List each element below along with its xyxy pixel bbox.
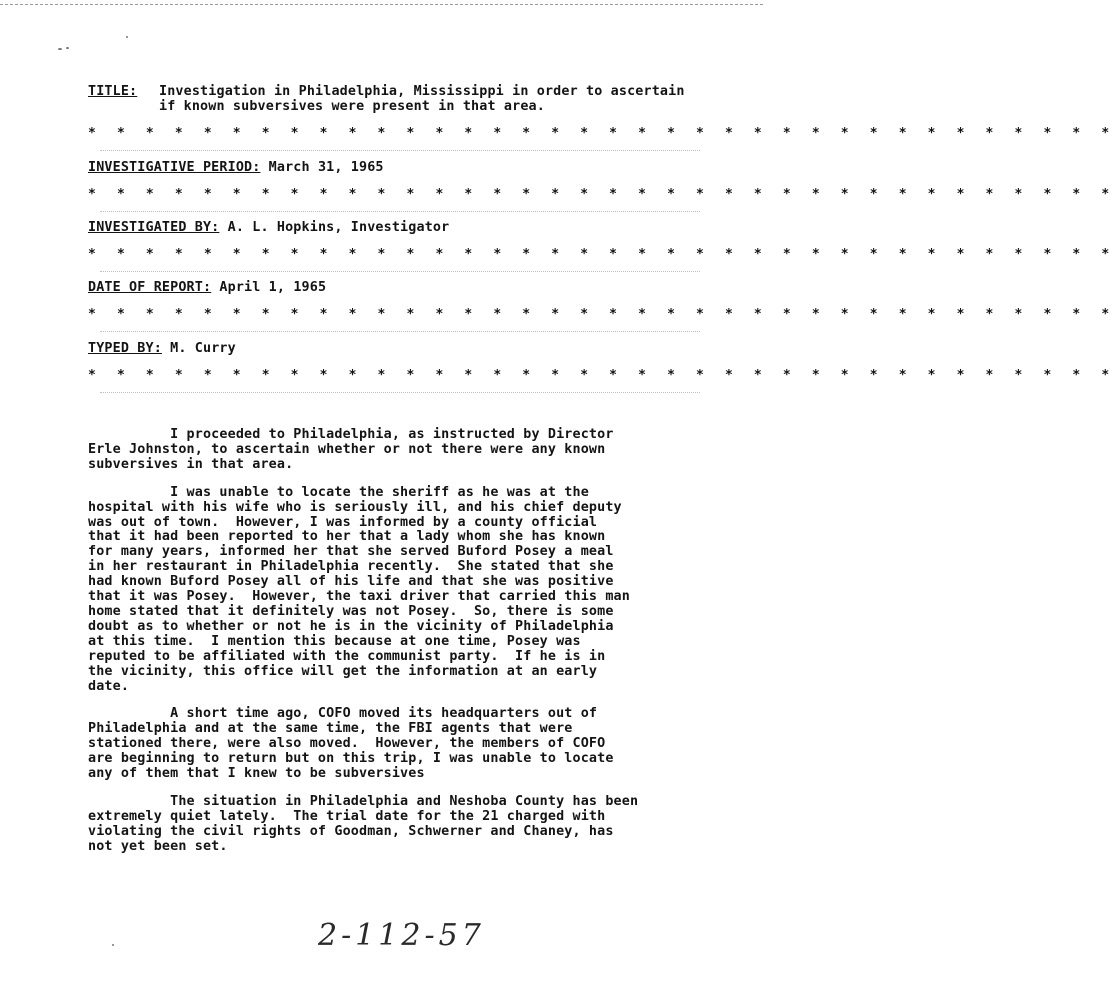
date-of-report-value: April 1, 1965	[219, 280, 327, 295]
text-line: any of them that I knew to be subversives	[88, 766, 425, 782]
scan-speck	[66, 47, 69, 49]
investigative-period-field	[88, 160, 384, 175]
text-line: had known Buford Posey all of his life and that she was positive	[88, 574, 614, 590]
date-of-report-label: DATE OF REPORT:	[88, 280, 212, 295]
typed-by-value: M. Curry	[170, 341, 236, 356]
text-line: home stated that it definitely was not Posey. So, there is some	[88, 603, 614, 619]
text-line: date.	[88, 678, 130, 694]
text-line: I was unable to locate the sheriff as he was at the	[88, 484, 589, 500]
text-line: doubt as to whether or not he is in the vicinity of Philadelphia	[88, 618, 614, 634]
text-line: stationed there, were also moved. However, the members of COFO	[88, 736, 606, 752]
dotted-rule	[100, 271, 700, 272]
star-divider: * * * * * * * * * * * * * * * * * * * * * * * * * * * * * * * * * * * *	[88, 126, 1116, 141]
dotted-rule	[100, 331, 700, 332]
text-line: I proceeded to Philadelphia, as instructed by Director	[88, 427, 614, 442]
investigated-by-label: INVESTIGATED BY:	[88, 220, 220, 235]
text-line: The situation in Philadelphia and Neshoba County has been	[88, 793, 639, 809]
text-line: that it was Posey. However, the taxi driver that carried this man	[88, 589, 630, 605]
paragraph-4	[88, 795, 728, 855]
text-line: was out of town. However, I was informed by a county official	[88, 514, 598, 530]
text-line: A short time ago, COFO moved its headquarters out of	[88, 706, 598, 722]
star-divider: * * * * * * * * * * * * * * * * * * * * * * * * * * * * * * * * * * * *	[88, 307, 1116, 322]
text-line: violating the civil rights of Goodman, Schwerner and Chaney, has	[88, 823, 614, 839]
text-line: in her restaurant in Philadelphia recently. She stated that she	[88, 559, 614, 575]
star-divider: * * * * * * * * * * * * * * * * * * * * * * * * * * * * * * * * * * * *	[88, 187, 1116, 202]
scan-speck	[112, 944, 114, 946]
text-line: extremely quiet lately. The trial date for the 21 charged with	[88, 808, 606, 824]
text-line: that it had been reported to her that a lady whom she has known	[88, 529, 606, 545]
title-label: TITLE:	[88, 84, 138, 99]
top-border-line	[0, 4, 763, 5]
text-line: for many years, informed her that she served Buford Posey a meal	[88, 544, 614, 560]
text-line: Philadelphia and at the same time, the FBI agents that were	[88, 721, 573, 737]
text-line: Erle Johnston, to ascertain whether or not there were any known	[88, 441, 606, 457]
scan-speck	[126, 36, 128, 38]
text-line: hospital with his wife who is seriously ill, and his chief deputy	[88, 499, 622, 515]
investigative-period-label: INVESTIGATIVE PERIOD:	[88, 160, 261, 175]
dotted-rule	[100, 150, 700, 151]
paragraph-2	[88, 486, 728, 695]
text-line: at this time. I mention this because at one time, Posey was	[88, 633, 581, 649]
dotted-rule	[100, 392, 700, 393]
star-divider: * * * * * * * * * * * * * * * * * * * * * * * * * * * * * * * * * * * *	[88, 247, 1116, 262]
handwritten-file-number: 2-112-57	[318, 918, 485, 953]
scan-speck	[58, 48, 62, 50]
text-line: the vicinity, this office will get the information at an early	[88, 663, 598, 679]
investigative-period-value: March 31, 1965	[268, 160, 384, 175]
text-line: are beginning to return but on this trip, I was unable to locate	[88, 751, 614, 767]
paragraph-1	[88, 428, 728, 473]
investigated-by-field	[88, 220, 449, 235]
date-of-report-field	[88, 280, 326, 295]
report-body	[88, 428, 728, 868]
title-text-line-1: Investigation in Philadelphia, Mississippi in order to ascertain	[159, 84, 685, 99]
typed-by-label: TYPED BY:	[88, 341, 162, 356]
investigated-by-value: A. L. Hopkins, Investigator	[227, 220, 450, 235]
dotted-rule	[100, 211, 700, 212]
text-line: subversives in that area.	[88, 456, 294, 472]
typed-by-field	[88, 341, 236, 356]
text-line: reputed to be affiliated with the communist party. If he is in	[88, 648, 606, 664]
star-divider: * * * * * * * * * * * * * * * * * * * * * * * * * * * * * * * * * * * *	[88, 368, 1116, 383]
title-text-line-2: if known subversives were present in that area.	[159, 99, 545, 114]
text-line: not yet been set.	[88, 838, 228, 854]
paragraph-3	[88, 707, 728, 782]
